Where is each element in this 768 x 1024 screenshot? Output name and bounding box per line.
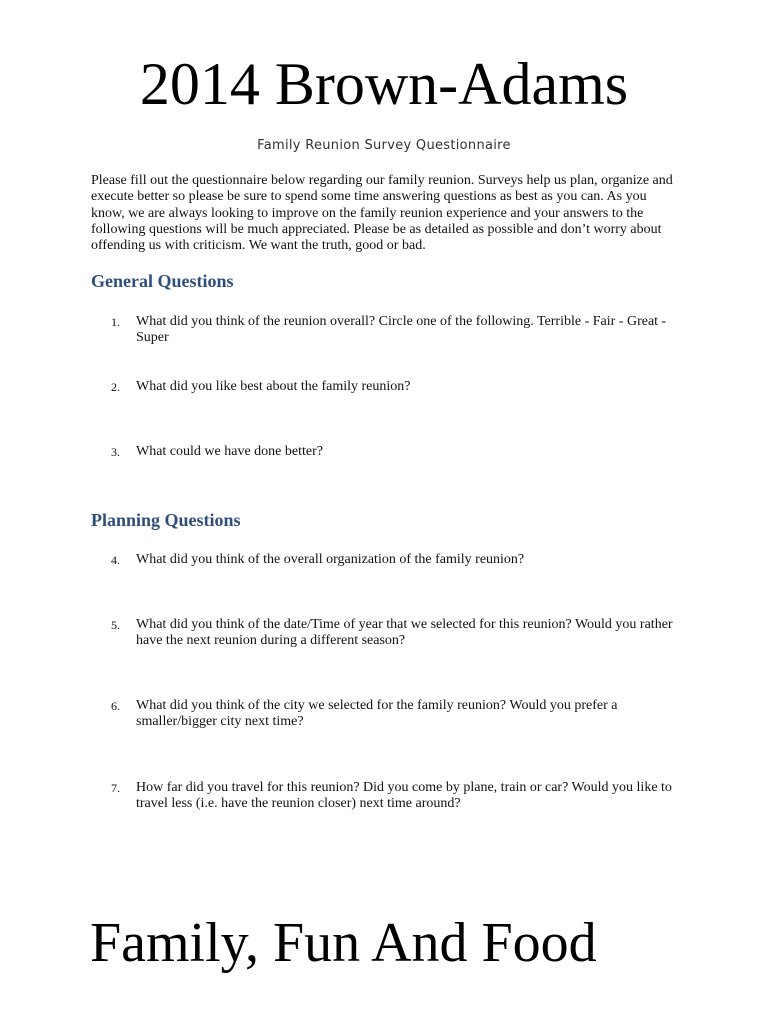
section-heading-general: General Questions [91,271,234,291]
question-item [91,379,683,395]
section-heading-planning: Planning Questions [91,510,241,530]
footer-tagline: Family, Fun And Food [90,912,597,974]
question-number: 5. [111,618,120,632]
question-text: How far did you travel for this reunion? Did you come by plane, train or car? Would you like to travel less (i.e. have the reunion closer) next time around? [136,780,672,812]
question-text: What did you think of the city we selected for the family reunion? Would you prefer a smaller/bigger city next time? [136,698,618,730]
question-item [91,314,683,347]
question-text: What did you like best about the family reunion? [136,379,411,394]
question-item [91,617,683,650]
document-subtitle: Family Reunion Survey Questionnaire [257,138,511,153]
question-text: What did you think of the date/Time of year that we selected for this reunion? Would you rather have the next reunion during a different season? [136,617,673,649]
question-number: 2. [111,380,120,394]
intro-paragraph: Please fill out the questionnaire below regarding our family reunion. Surveys help us plan, organize and execute better so please be sure to spend some time answering questions as best as you can. As you know, we are always looking to improve on the family reunion experience and your answers to the following questions will be much appreciated. Please be as detailed as possible and don’t worry about offending us with criticism. We want the truth, good or bad. [91,173,673,254]
question-number: 7. [111,781,120,795]
question-number: 1. [111,315,120,329]
question-number: 3. [111,445,120,459]
question-item [91,552,683,568]
question-text: What did you think of the overall organization of the family reunion? [136,552,525,567]
question-number: 6. [111,699,120,713]
document-title: 2014 Brown-Adams [139,51,629,117]
question-item [91,698,683,731]
question-number: 4. [111,553,120,567]
question-text: What could we have done better? [136,444,323,459]
question-item [91,444,683,460]
question-item [91,780,683,813]
question-text: What did you think of the reunion overall? Circle one of the following. Terrible - Fair - Great - Super [136,314,667,346]
